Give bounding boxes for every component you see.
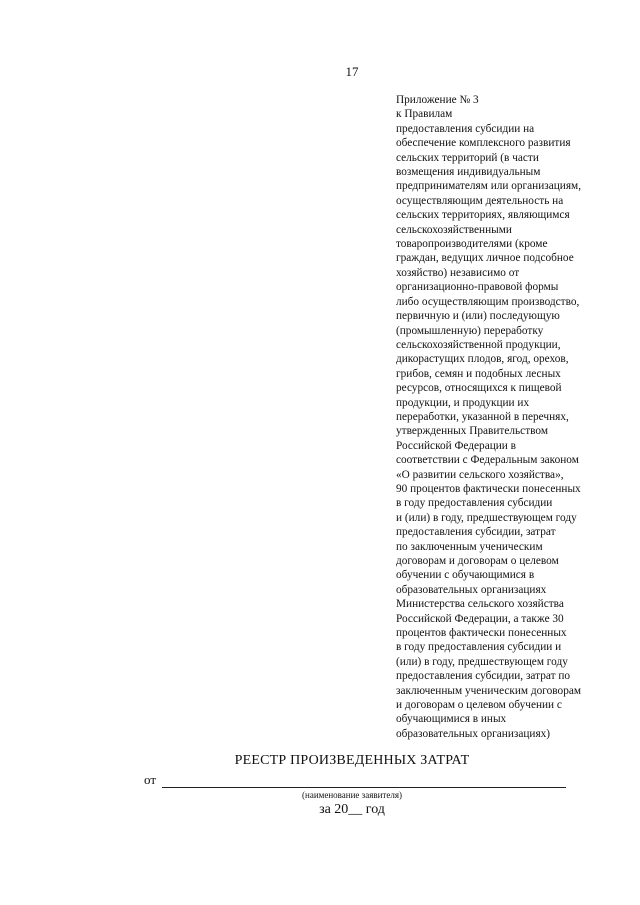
appendix-line: заключенным ученическим договорам bbox=[396, 684, 582, 697]
appendix-line: предоставления субсидии на bbox=[396, 122, 535, 135]
appendix-line: организационно-правовой формы bbox=[396, 281, 559, 294]
from-label: от bbox=[144, 772, 157, 787]
reporting-period: за 20__ год bbox=[319, 802, 385, 817]
appendix-line: ресурсов, относящихся к пищевой bbox=[396, 382, 562, 395]
appendix-line: договорам и договорам о целевом bbox=[396, 555, 559, 567]
applicant-row bbox=[144, 770, 566, 790]
appendix-line: обеспечение комплексного развития bbox=[396, 137, 571, 150]
appendix-line: в году предоставления субсидии и bbox=[396, 641, 562, 654]
appendix-line: товаропроизводителями (кроме bbox=[396, 238, 548, 251]
appendix-line: соответствии с Федеральным законом bbox=[396, 454, 579, 467]
appendix-line: Российской Федерации в bbox=[396, 439, 517, 452]
appendix-line: обучающимися в иных bbox=[396, 713, 507, 726]
appendix-line: дикорастущих плодов, ягод, орехов, bbox=[396, 353, 569, 366]
appendix-line: образовательных организациях) bbox=[396, 727, 551, 740]
appendix-line: переработки, указанной в перечнях, bbox=[396, 410, 569, 423]
appendix-line: обучении с обучающимися в bbox=[396, 569, 535, 582]
page-number: 17 bbox=[345, 64, 359, 79]
appendix-header bbox=[396, 93, 610, 741]
appendix-line: Министерства сельского хозяйства bbox=[396, 598, 564, 611]
appendix-line: продукции, и продукции их bbox=[396, 396, 530, 409]
appendix-line: предоставления субсидии, затрат bbox=[396, 526, 556, 539]
appendix-line: граждан, ведущих личное подсобное bbox=[396, 252, 574, 265]
appendix-line: предпринимателям или организациям, bbox=[396, 180, 582, 193]
appendix-line: (промышленную) переработку bbox=[396, 324, 544, 337]
appendix-line: к Правилам bbox=[396, 108, 453, 121]
appendix-line: в году предоставления субсидии bbox=[396, 497, 553, 510]
appendix-line: первичную и (или) последующую bbox=[396, 310, 560, 323]
applicant-caption: (наименование заявителя) bbox=[302, 790, 402, 800]
appendix-line: и договорам о целевом обучении с bbox=[396, 699, 562, 712]
appendix-line: возмещения индивидуальным bbox=[396, 166, 541, 179]
document-title: РЕЕСТР ПРОИЗВЕДЕННЫХ ЗАТРАТ bbox=[234, 753, 470, 768]
appendix-line: грибов, семян и подобных лесных bbox=[396, 367, 561, 380]
appendix-line: Приложение № 3 bbox=[396, 94, 479, 106]
appendix-line: сельских территорий (в части bbox=[396, 151, 539, 164]
appendix-line: образовательных организациях bbox=[396, 583, 547, 596]
appendix-line: Российской Федерации, а также 30 bbox=[396, 612, 564, 625]
appendix-line: хозяйство) независимо от bbox=[396, 266, 520, 279]
appendix-line: предоставления субсидии, затрат по bbox=[396, 670, 571, 683]
applicant-name-line bbox=[162, 787, 566, 788]
appendix-line: осуществляющим деятельность на bbox=[396, 194, 564, 207]
appendix-line: 90 процентов фактически понесенных bbox=[396, 482, 581, 495]
appendix-line: сельскохозяйственной продукции, bbox=[396, 338, 561, 351]
appendix-line: сельскохозяйственными bbox=[396, 223, 512, 236]
appendix-line: (или) в году, предшествующем году bbox=[396, 655, 568, 668]
appendix-line: сельских территориях, являющимся bbox=[396, 209, 570, 222]
appendix-line: либо осуществляющим производство, bbox=[396, 295, 580, 308]
appendix-line: утвержденных Правительством bbox=[396, 425, 548, 438]
appendix-line: процентов фактически понесенных bbox=[396, 627, 567, 640]
appendix-line: по заключенным ученическим bbox=[396, 540, 543, 553]
appendix-line: и (или) в году, предшествующем году bbox=[396, 511, 577, 524]
appendix-line: «О развитии сельского хозяйства», bbox=[396, 468, 564, 481]
